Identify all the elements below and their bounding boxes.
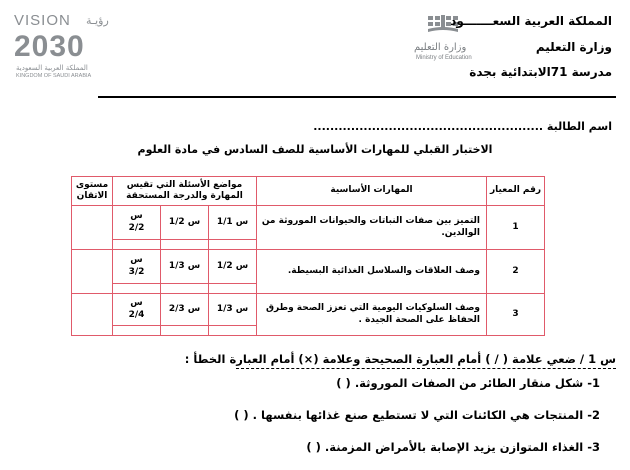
row-3-score-b[interactable] bbox=[160, 325, 209, 336]
vision-logo-year: 2030 bbox=[14, 30, 85, 63]
skills-table bbox=[71, 176, 545, 336]
question-1-heading: س 1 / ضعي علامة ( / ) أمام العبارة الصحيحة وعلامة (×) أمام العبارة الخطأ : bbox=[184, 352, 616, 366]
test-title: الاختبار القبلي للمهارات الأساسية للصف السادس في مادة العلوم bbox=[137, 143, 493, 156]
header-number: رقم المعيار bbox=[486, 176, 545, 206]
row-2-question-a: س 1/2 bbox=[208, 249, 257, 284]
row-3-number: 3 bbox=[486, 293, 545, 336]
header-questions: مواضع الأسئلة التي تقيس المهارة والدرجة المستحقة bbox=[112, 176, 257, 206]
question-item-3[interactable]: 3- الغذاء المتوازن يزيد الإصابة بالأمراض المزمنة. ( ) bbox=[306, 440, 600, 454]
row-3-question-a: س 1/3 bbox=[208, 293, 257, 326]
row-1-question-b: س 1/2 bbox=[160, 205, 209, 240]
row-3-score-a[interactable] bbox=[208, 325, 257, 336]
vision-logo-kingdom-ar: المملكة العربية السعودية bbox=[16, 64, 88, 72]
row-2-level[interactable] bbox=[71, 249, 113, 294]
question-item-2[interactable]: 2- المنتجات هي الكائنات التي لا تستطيع صنع غذائها بنفسها . ( ) bbox=[234, 408, 600, 422]
row-2-question-c: س 3/2 bbox=[112, 249, 161, 284]
header-divider bbox=[98, 96, 616, 98]
row-3-level[interactable] bbox=[71, 293, 113, 336]
row-1-number: 1 bbox=[486, 205, 545, 250]
vision-logo-kingdom-en: KINGDOM OF SAUDI ARABIA bbox=[16, 73, 92, 79]
school-name: مدرسة 71الابتدائية بجدة bbox=[469, 65, 612, 79]
vision-2030-logo bbox=[8, 6, 128, 86]
row-1-skill: التميز بين صفات النباتات والحيوانات الموروثة من الوالدين. bbox=[256, 205, 487, 250]
question-heading-underline bbox=[236, 368, 616, 370]
row-3-question-b: س 2/3 bbox=[160, 293, 209, 326]
row-3-question-c: س 2/4 bbox=[112, 293, 161, 326]
vision-logo-word: VISION bbox=[14, 12, 71, 29]
ministry-logo-ar: وزارة التعليم bbox=[414, 42, 467, 53]
row-1-level[interactable] bbox=[71, 205, 113, 250]
question-item-1[interactable]: 1- شكل منقار الطائر من الصفات الموروثة. ( ) bbox=[336, 376, 600, 390]
row-3-skill: وصف السلوكيات اليومية التي تعزز الصحة وطرق الحفاظ على الصحة الجيدة . bbox=[256, 293, 487, 336]
row-2-skill: وصف العلاقات والسلاسل الغذائية البسيطة. bbox=[256, 249, 487, 294]
header-level: مستوى الاتقان bbox=[71, 176, 113, 206]
vision-logo-ar: رؤيـة bbox=[86, 14, 109, 27]
header-skills: المهارات الأساسية bbox=[256, 176, 487, 206]
row-1-question-a: س 1/1 bbox=[208, 205, 257, 240]
row-2-question-b: س 1/3 bbox=[160, 249, 209, 284]
row-3-score-c[interactable] bbox=[112, 325, 161, 336]
ministry-logo-en: Ministry of Education bbox=[416, 55, 472, 61]
student-name-field[interactable]: اسم الطالبة ....................................................... bbox=[313, 120, 612, 133]
ministry-name: وزارة التعليم bbox=[535, 40, 612, 54]
kingdom-name: المملكة العربية السعـــــــود bbox=[450, 14, 612, 28]
row-1-question-c: س 2/2 bbox=[112, 205, 161, 240]
row-2-number: 2 bbox=[486, 249, 545, 294]
